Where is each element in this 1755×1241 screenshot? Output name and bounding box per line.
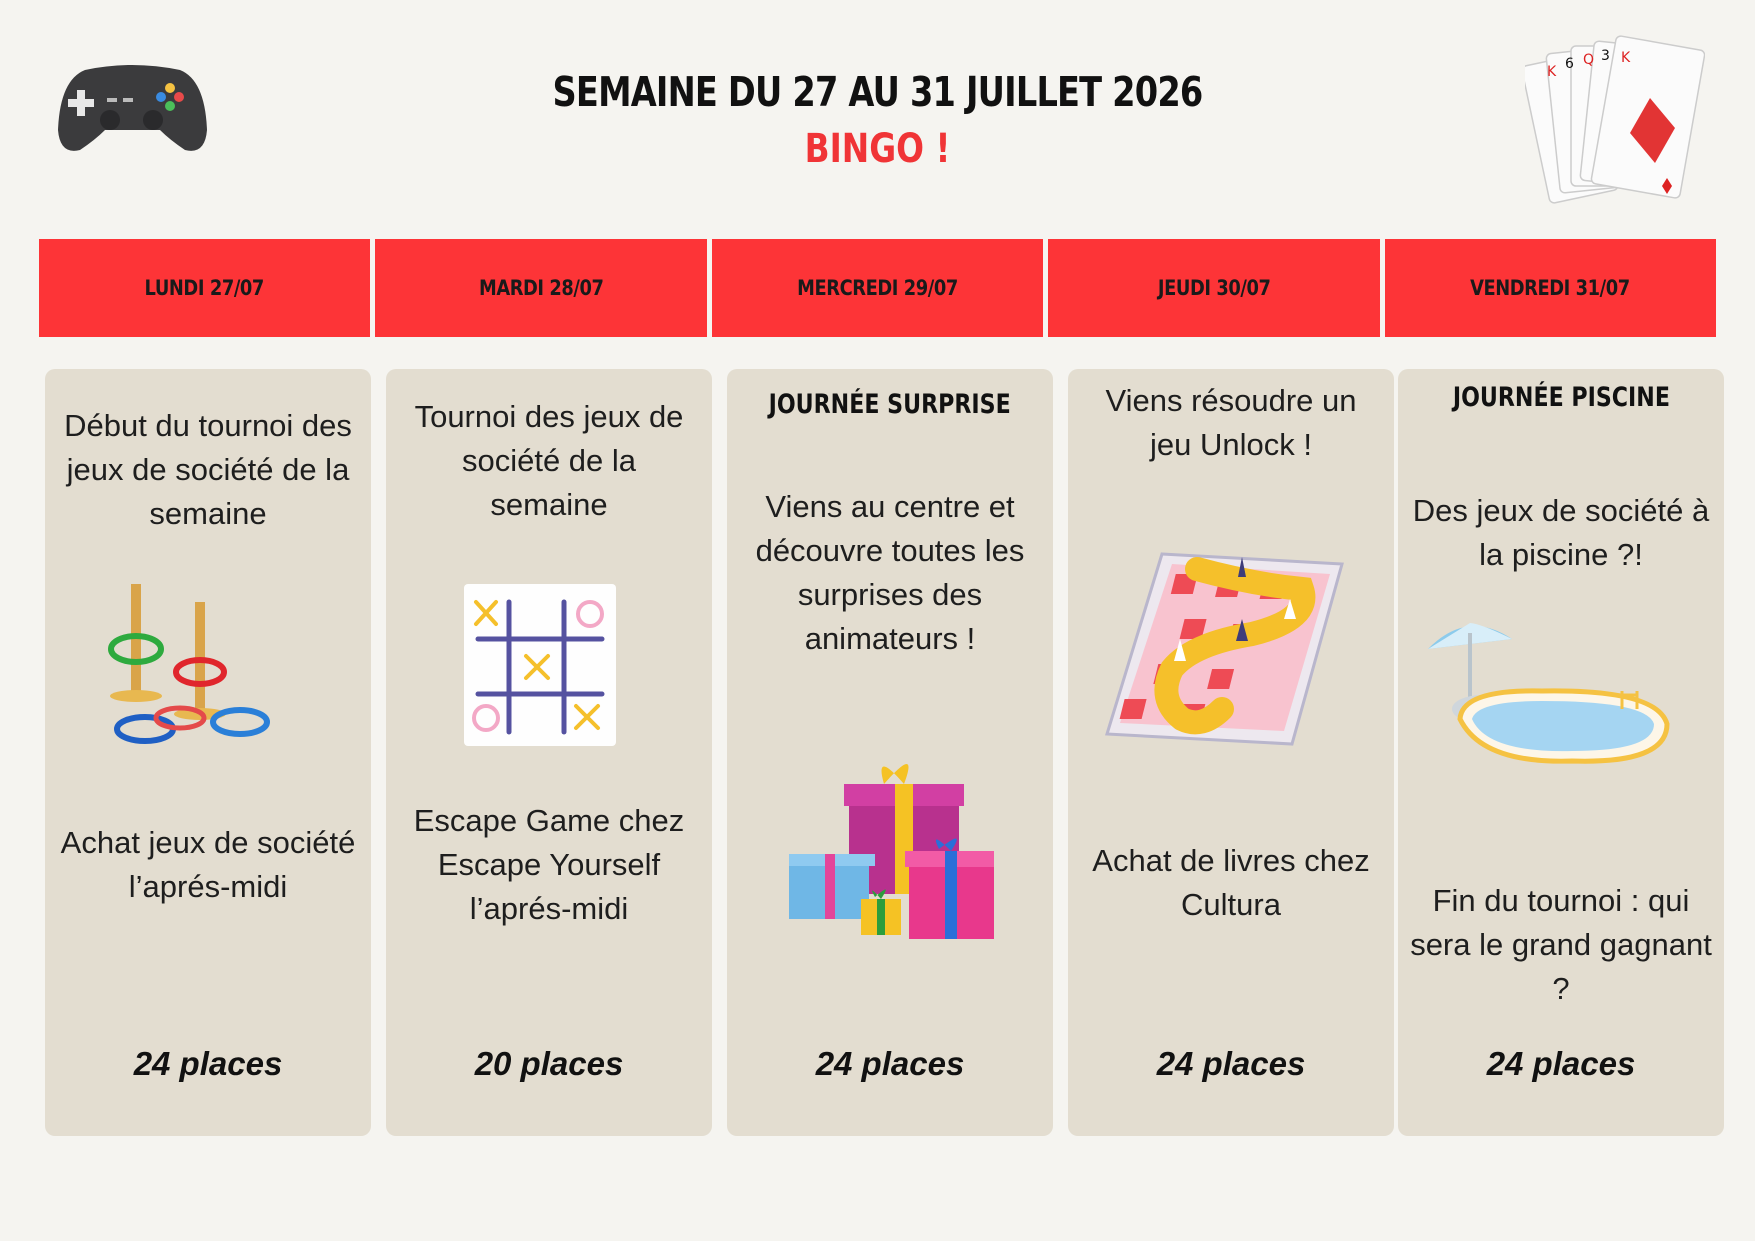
page-title: SEMAINE DU 27 AU 31 JUILLET 2026 xyxy=(552,68,1203,116)
day-card-thursday xyxy=(1068,369,1394,1136)
tuesday-text-2: Escape Game chez Escape Yourself l’aprés-midi xyxy=(413,803,685,926)
friday-text-1: Des jeux de société à la piscine ?! xyxy=(1412,493,1710,572)
board-game-icon xyxy=(1102,549,1347,749)
wednesday-heading: JOURNÉE SURPRISE xyxy=(768,389,1012,420)
day-card-monday xyxy=(45,369,371,1136)
pool-icon xyxy=(1422,619,1672,779)
day-card-friday xyxy=(1398,369,1724,1136)
playing-cards-icon xyxy=(1525,28,1705,218)
wednesday-text-1: Viens au centre et découvre toutes les surprises des animateurs ! xyxy=(755,489,1025,656)
day-card-tuesday xyxy=(386,369,712,1136)
day-header-monday: LUNDI 27/07 xyxy=(39,239,370,337)
gifts-icon xyxy=(789,749,994,944)
thursday-places: 24 places xyxy=(1156,1045,1306,1082)
thursday-text-2: Achat de livres chez Cultura xyxy=(1092,843,1370,922)
monday-places: 24 places xyxy=(133,1045,283,1082)
friday-text-2: Fin du tournoi : qui sera le grand gagnant ? xyxy=(1410,883,1712,1006)
friday-heading: JOURNÉE PISCINE xyxy=(1452,382,1670,413)
day-card-wednesday xyxy=(727,369,1053,1136)
svg-text:Q: Q xyxy=(1583,52,1595,68)
tic-tac-toe-icon xyxy=(464,584,616,746)
day-header-thursday: JEUDI 30/07 xyxy=(1048,239,1379,337)
thursday-text-1: Viens résoudre un jeu Unlock ! xyxy=(1105,383,1357,462)
day-header-friday: VENDREDI 31/07 xyxy=(1385,239,1716,337)
page-subtitle: BINGO ! xyxy=(804,126,951,172)
svg-text:3: 3 xyxy=(1601,48,1610,64)
svg-text:K: K xyxy=(1547,64,1557,80)
monday-text-2: Achat jeux de société l’aprés-midi xyxy=(60,825,356,904)
tuesday-places: 20 places xyxy=(474,1045,624,1082)
day-header-wednesday: MERCREDI 29/07 xyxy=(712,239,1043,337)
wednesday-places: 24 places xyxy=(815,1045,965,1082)
tuesday-text-1: Tournoi des jeux de société de la semaine xyxy=(414,399,684,522)
ring-toss-icon xyxy=(105,584,275,749)
svg-text:K: K xyxy=(1621,50,1631,66)
monday-text-1: Début du tournoi des jeux de société de la semaine xyxy=(64,408,352,531)
day-headers xyxy=(39,239,1716,337)
day-header-tuesday: MARDI 28/07 xyxy=(375,239,706,337)
svg-text:6: 6 xyxy=(1565,56,1574,72)
friday-places: 24 places xyxy=(1486,1045,1636,1082)
